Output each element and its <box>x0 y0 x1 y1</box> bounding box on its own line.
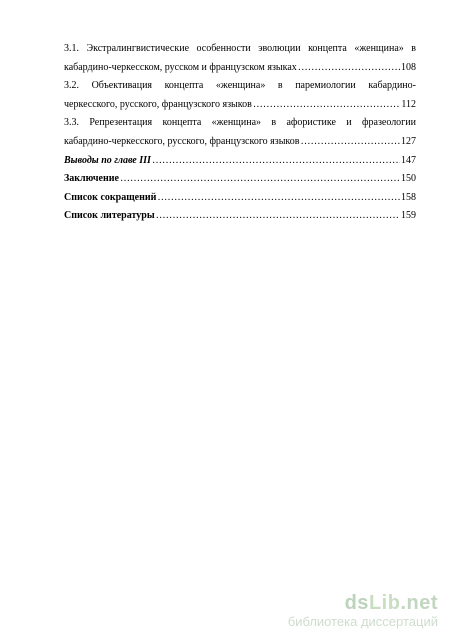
toc-entry-title: Список сокращений <box>64 191 157 203</box>
toc-entry-text-line: черкесского, русского, французского языков <box>64 98 252 110</box>
toc-leader-dots <box>157 189 400 208</box>
toc-entry-3-3[interactable] <box>64 114 416 151</box>
toc-entry-3-1[interactable] <box>64 40 416 77</box>
toc-page-number: 147 <box>401 154 416 166</box>
toc-entry-text-line: кабардино-черкесском, русском и французском языках <box>64 61 297 73</box>
toc-leader-dots <box>253 96 401 115</box>
toc-page-number: 112 <box>401 98 416 110</box>
dslib-watermark <box>288 592 438 629</box>
toc-entry-text-line: 3.1. Экстралингвистические особенности эволюции концепта «женщина» в <box>64 43 416 54</box>
toc-leader-dots <box>152 152 400 171</box>
toc-leader-dots <box>298 59 400 78</box>
toc-page-number: 159 <box>401 210 416 222</box>
toc-leader-dots <box>301 133 400 152</box>
toc-page-number: 127 <box>401 135 416 147</box>
toc-page-number: 108 <box>401 61 416 73</box>
toc-entry-text-line: кабардино-черкесского, русского, французского языков <box>64 135 300 147</box>
toc-page-number: 158 <box>401 191 416 203</box>
toc-entry-title: Заключение <box>64 173 119 185</box>
toc-entry-text-line: 3.3. Репрезентация концепта «женщина» в афористике и фразеологии <box>64 117 416 129</box>
toc-entry-abbreviations[interactable] <box>64 189 416 208</box>
watermark-tagline: библиотека диссертаций <box>287 614 438 629</box>
toc-entry-references[interactable] <box>64 207 416 226</box>
toc-entry-text-line: 3.2. Объективация концепта «женщина» в паремиологии кабардино- <box>64 80 416 92</box>
toc-entry-conclusions-chapter-3[interactable] <box>64 152 416 171</box>
toc-entry-title: Список литературы <box>64 210 155 222</box>
table-of-contents <box>64 40 416 226</box>
toc-leader-dots <box>156 207 400 226</box>
toc-entry-title: Выводы по главе III <box>64 154 151 166</box>
toc-entry-3-2[interactable] <box>64 77 416 114</box>
dslib-logo: dsLib.net <box>344 592 438 614</box>
toc-page-number: 150 <box>401 173 416 185</box>
toc-entry-conclusion[interactable] <box>64 170 416 189</box>
toc-leader-dots <box>120 170 400 189</box>
